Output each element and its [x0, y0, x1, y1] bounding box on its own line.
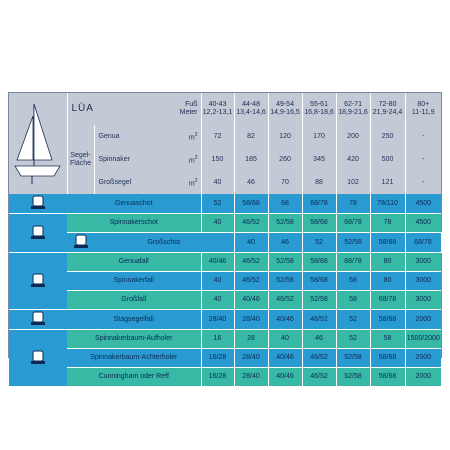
value-cell: 3000: [405, 272, 441, 291]
value-cell: 40/46: [201, 253, 234, 272]
value-cell: 40: [201, 214, 234, 233]
sailboat-icon: [9, 93, 67, 194]
value-cell: 16/28: [201, 368, 234, 387]
winch-icon: [9, 310, 67, 330]
value-cell: 40: [201, 291, 234, 310]
lua-label: LÜA: [67, 93, 161, 125]
winch-icon: [9, 253, 67, 310]
value-cell: 58/68: [302, 253, 336, 272]
row-label: Genuaschot: [67, 194, 201, 214]
winch-icon: [67, 233, 94, 253]
value-cell: 46/52: [234, 272, 268, 291]
value-cell: 2000: [405, 368, 441, 387]
value-cell: 58/68: [370, 233, 405, 253]
value-cell: 58: [370, 330, 405, 349]
value-cell: 28/40: [234, 310, 268, 330]
value-cell: 150: [201, 148, 234, 171]
value-cell: 46/52: [234, 214, 268, 233]
unit: $m^2$: [161, 148, 201, 171]
table-row: [9, 349, 441, 368]
value-cell: 72: [201, 125, 234, 148]
value-cell: -: [405, 125, 441, 148]
value-cell: 28/40: [234, 349, 268, 368]
table-row: [9, 330, 441, 349]
value-cell: 40: [201, 272, 234, 291]
value-cell: 52/58: [336, 349, 370, 368]
table-row: [9, 310, 441, 330]
value-cell: 28/40: [201, 310, 234, 330]
value-cell: 345: [302, 148, 336, 171]
value-cell: 40/46: [234, 291, 268, 310]
sail-label: Genua: [94, 125, 161, 148]
value-cell: 170: [302, 125, 336, 148]
unit: $m^2$: [161, 171, 201, 194]
value-cell: 70: [268, 171, 302, 194]
value-cell: 46/52: [302, 368, 336, 387]
value-cell: 3000: [405, 291, 441, 310]
value-cell: 2000: [405, 310, 441, 330]
table-row: [9, 194, 441, 214]
value-cell: 58: [336, 291, 370, 310]
value-cell: 2000: [405, 349, 441, 368]
value-cell: 200: [336, 125, 370, 148]
table-row: [9, 272, 441, 291]
size-col: 72-80 21,9-24,4: [370, 93, 405, 125]
value-cell: 52: [302, 233, 336, 253]
value-cell: -: [405, 171, 441, 194]
header-row: [9, 93, 441, 125]
value-cell: 68/78: [370, 291, 405, 310]
value-cell: 52: [336, 310, 370, 330]
winch-selection-table: [8, 92, 442, 380]
value-cell: 120: [268, 125, 302, 148]
value-cell: 58/68: [370, 368, 405, 387]
value-cell: 185: [234, 148, 268, 171]
sail-row: [9, 125, 441, 148]
value-cell: 80: [370, 272, 405, 291]
unit: $m^2$: [161, 125, 201, 148]
value-cell: 3000: [405, 253, 441, 272]
value-cell: 250: [370, 125, 405, 148]
value-cell: 52/58: [268, 214, 302, 233]
row-label: Spinnakerfall: [67, 272, 201, 291]
row-label: Stagsegelfall: [67, 310, 201, 330]
winch-rows: [9, 194, 441, 387]
value-cell: 68: [336, 272, 370, 291]
winch-icon: [9, 194, 67, 214]
value-cell: 46/52: [302, 349, 336, 368]
size-col: 55-61 16,8-18,6: [302, 93, 336, 125]
value-cell: 121: [370, 171, 405, 194]
value-cell: 80: [370, 253, 405, 272]
size-col: 44-48 13,4-14,6: [234, 93, 268, 125]
value-cell: 40/46: [268, 368, 302, 387]
value-cell: 260: [268, 148, 302, 171]
row-label: Cunningham oder Reff: [67, 368, 201, 387]
value-cell: 4500: [405, 194, 441, 214]
value-cell: 58/68: [370, 349, 405, 368]
winch-icon: [9, 214, 67, 253]
value-cell: 40: [268, 330, 302, 349]
value-cell: 58/68: [234, 194, 268, 214]
value-cell: 68/78: [336, 253, 370, 272]
value-cell: 4500: [405, 214, 441, 233]
size-col: 62-71 18,9-21,6: [336, 93, 370, 125]
value-cell: 46/52: [234, 253, 268, 272]
value-cell: 102: [336, 171, 370, 194]
value-cell: 46: [268, 233, 302, 253]
value-cell: 58/68: [370, 310, 405, 330]
row-label: Spinnakerbaum-Achterholer: [67, 349, 201, 368]
value-cell: 52/58: [268, 253, 302, 272]
table-row: [9, 214, 441, 233]
winch-icon: [9, 330, 67, 387]
value-cell: 500: [370, 148, 405, 171]
value-cell: 40: [201, 171, 234, 194]
size-col: 49-54 14,9-16,5: [268, 93, 302, 125]
value-cell: 68/78: [302, 194, 336, 214]
value-cell: 52/58: [336, 368, 370, 387]
table-row: [9, 253, 441, 272]
value-cell: 68/78: [336, 214, 370, 233]
value-cell: 46/52: [268, 291, 302, 310]
row-label: Spinnakerschot: [67, 214, 201, 233]
value-cell: 16: [201, 330, 234, 349]
value-cell: 28/40: [234, 368, 268, 387]
value-cell: 78: [336, 194, 370, 214]
value-cell: 88: [302, 171, 336, 194]
value-cell: 52/58: [302, 291, 336, 310]
value-cell: 52/58: [336, 233, 370, 253]
value-cell: 78/110: [370, 194, 405, 214]
value-cell: 58/68: [302, 272, 336, 291]
size-col: 80+ 11-11,9: [405, 93, 441, 125]
table-row: [9, 291, 441, 310]
value-cell: -: [405, 148, 441, 171]
value-cell: 28: [234, 330, 268, 349]
value-cell: 78: [370, 214, 405, 233]
row-label: Spinnakerbaum-Aufholer: [67, 330, 201, 349]
row-label: Großfall: [67, 291, 201, 310]
value-cell: 46/52: [302, 310, 336, 330]
value-cell: 46: [302, 330, 336, 349]
table-row: [9, 233, 441, 253]
unit-labels: Fuß Meter: [161, 93, 201, 125]
value-cell: 52: [336, 330, 370, 349]
value-cell: 1500/2000: [405, 330, 441, 349]
value-cell: 40/46: [268, 349, 302, 368]
value-cell: 82: [234, 125, 268, 148]
value-cell: 52: [201, 194, 234, 214]
value-cell: 68/78: [405, 233, 441, 253]
value-cell: 40: [234, 233, 268, 253]
table: [9, 93, 441, 387]
row-label: Großschot: [94, 233, 234, 253]
size-col: 40-43 12,2-13,1: [201, 93, 234, 125]
value-cell: 420: [336, 148, 370, 171]
sail-label: Spinnaker: [94, 148, 161, 171]
value-cell: 68: [268, 194, 302, 214]
table-row: [9, 368, 441, 387]
segel-flaeche-label: Segel- Fläche: [67, 125, 94, 194]
sail-label: Großsegel: [94, 171, 161, 194]
value-cell: 16/28: [201, 349, 234, 368]
value-cell: 58/68: [302, 214, 336, 233]
value-cell: 52/58: [268, 272, 302, 291]
value-cell: 40/46: [268, 310, 302, 330]
value-cell: 46: [234, 171, 268, 194]
row-label: Genuafall: [67, 253, 201, 272]
